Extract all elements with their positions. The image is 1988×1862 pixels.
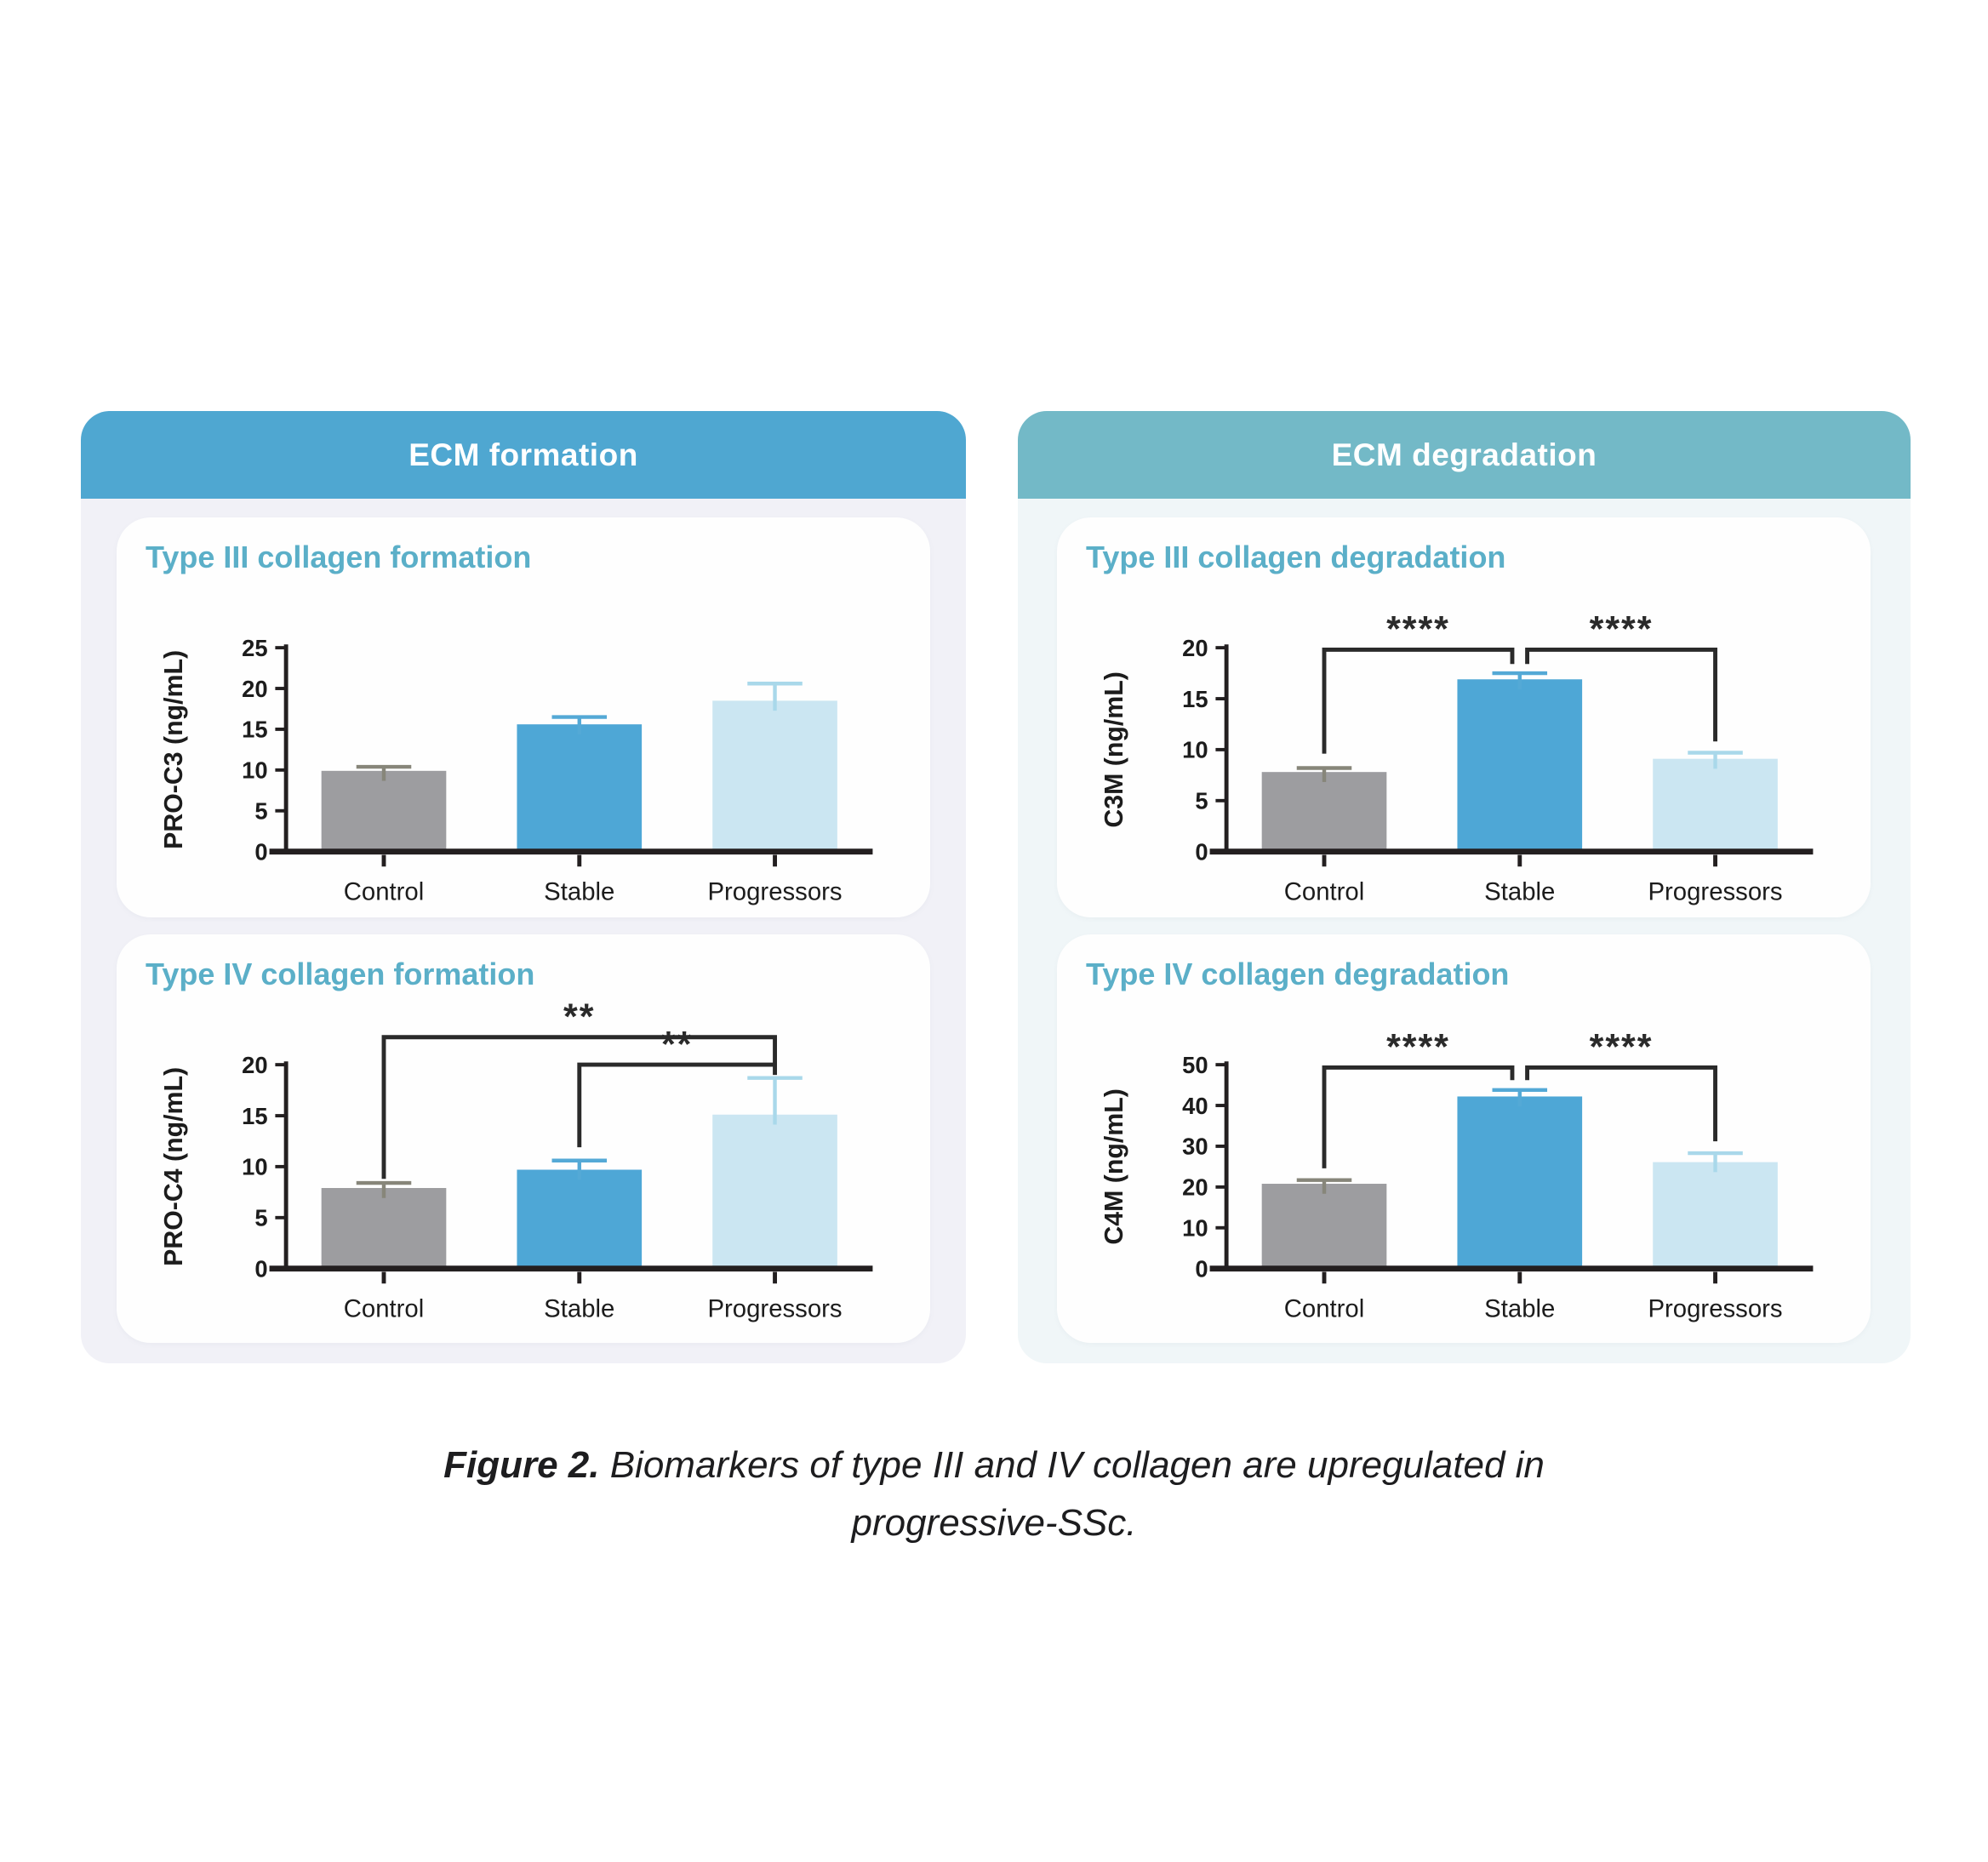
svg-text:10: 10: [242, 757, 268, 784]
y-axis: [1100, 635, 1226, 865]
x-axis: [270, 852, 873, 906]
figure-caption: [0, 1436, 1988, 1552]
svg-text:0: 0: [254, 838, 268, 865]
chart-pro-c3: [140, 577, 906, 922]
svg-text:****: ****: [1589, 1026, 1654, 1068]
chart-title-type4-formation: Type IV collagen formation: [146, 957, 535, 991]
svg-text:Control: Control: [343, 877, 425, 906]
svg-text:20: 20: [242, 675, 268, 702]
chart-pro-c4: [140, 994, 906, 1339]
panel-body-ecm-formation: [81, 499, 966, 1363]
svg-text:15: 15: [242, 716, 268, 743]
figure-caption-number: Figure 2.: [443, 1444, 600, 1486]
chart-card-type3-degradation: [1057, 517, 1871, 917]
chart-c3m: [1081, 577, 1847, 922]
svg-text:Stable: Stable: [1484, 1294, 1556, 1323]
svg-text:0: 0: [1195, 1255, 1208, 1282]
x-axis: [270, 1269, 873, 1323]
svg-text:Progressors: Progressors: [1648, 1294, 1783, 1323]
svg-text:Stable: Stable: [544, 1294, 615, 1323]
svg-text:C3M (ng/mL): C3M (ng/mL): [1100, 671, 1128, 828]
y-axis: [160, 1052, 286, 1282]
svg-text:0: 0: [254, 1255, 268, 1282]
svg-text:Stable: Stable: [1484, 877, 1556, 906]
chart-card-type4-formation: [117, 934, 930, 1343]
panel-header-label: ECM degradation: [1331, 437, 1597, 472]
svg-text:C4M (ng/mL): C4M (ng/mL): [1100, 1088, 1128, 1245]
svg-text:0: 0: [1195, 838, 1208, 865]
bar-chart: [1081, 994, 1830, 1335]
svg-text:15: 15: [1182, 685, 1208, 712]
svg-text:Stable: Stable: [544, 877, 615, 906]
svg-text:Control: Control: [1283, 877, 1365, 906]
svg-text:****: ****: [1589, 608, 1654, 650]
y-axis: [1100, 1052, 1226, 1282]
panel-header-ecm-formation: [81, 411, 966, 499]
figure-caption-text-line1: Biomarkers of type III and IV collagen are upregulated in: [599, 1444, 1545, 1486]
chart-title-type3-formation: Type III collagen formation: [146, 540, 532, 574]
svg-text:Progressors: Progressors: [707, 877, 843, 906]
svg-text:10: 10: [1182, 736, 1208, 763]
svg-text:PRO-C3 (ng/mL): PRO-C3 (ng/mL): [159, 649, 188, 849]
chart-card-type3-formation: [117, 517, 930, 917]
y-axis: [160, 635, 286, 865]
bar-chart: [140, 994, 889, 1335]
bars: [1262, 679, 1778, 851]
svg-text:Progressors: Progressors: [707, 1294, 843, 1323]
svg-text:5: 5: [254, 1204, 268, 1231]
x-axis: [1210, 1269, 1814, 1323]
svg-text:15: 15: [242, 1102, 268, 1129]
svg-text:**: **: [660, 1024, 694, 1065]
svg-text:Control: Control: [1283, 1294, 1365, 1323]
bar-chart: [140, 577, 889, 918]
chart-card-type4-degradation: [1057, 934, 1871, 1343]
svg-text:20: 20: [1182, 1174, 1208, 1201]
svg-text:5: 5: [1195, 787, 1208, 814]
svg-text:50: 50: [1182, 1051, 1208, 1078]
svg-text:**: **: [563, 996, 596, 1037]
chart-c4m: [1081, 994, 1847, 1339]
chart-title-type4-degradation: Type IV collagen degradation: [1086, 957, 1510, 991]
svg-text:25: 25: [242, 634, 268, 661]
panel-ecm-degradation: [1018, 411, 1911, 1363]
svg-text:20: 20: [1182, 634, 1208, 661]
svg-text:Control: Control: [343, 1294, 425, 1323]
svg-text:30: 30: [1182, 1133, 1208, 1160]
chart-title-type3-degradation: Type III collagen degradation: [1086, 540, 1506, 574]
panel-header-ecm-degradation: [1018, 411, 1911, 499]
x-axis: [1210, 852, 1814, 906]
svg-text:PRO-C4 (ng/mL): PRO-C4 (ng/mL): [159, 1066, 188, 1266]
svg-text:10: 10: [242, 1153, 268, 1180]
bars: [1262, 1096, 1778, 1268]
svg-text:40: 40: [1182, 1092, 1208, 1119]
panel-ecm-formation: [81, 411, 966, 1363]
panel-body-ecm-degradation: [1018, 499, 1911, 1363]
bar-chart: [1081, 577, 1830, 918]
figure-caption-text-line2: progressive-SSc.: [851, 1502, 1137, 1545]
svg-text:Progressors: Progressors: [1648, 877, 1783, 906]
svg-text:****: ****: [1386, 608, 1450, 650]
svg-text:10: 10: [1182, 1214, 1208, 1242]
svg-text:****: ****: [1386, 1026, 1450, 1068]
svg-text:5: 5: [254, 797, 268, 825]
panel-header-label: ECM formation: [408, 437, 638, 472]
svg-text:20: 20: [242, 1051, 268, 1078]
